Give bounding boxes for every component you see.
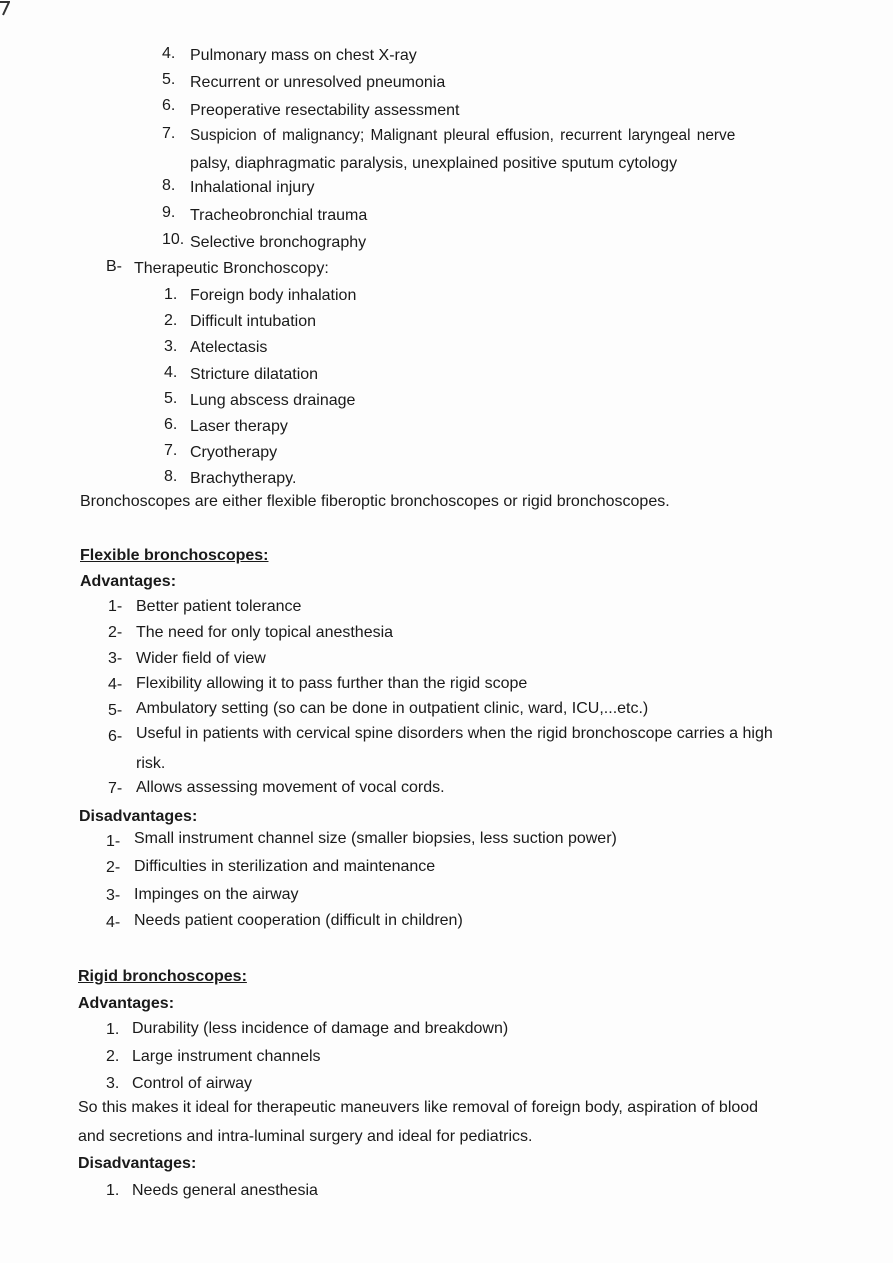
list-number: 7. <box>164 442 178 459</box>
list-item: Cryotherapy <box>190 444 278 461</box>
rigid-paragraph-line: and secretions and intra-luminal surgery and ideal for pediatrics. <box>78 1128 533 1145</box>
list-item: Foreign body inhalation <box>190 287 357 304</box>
list-item: Atelectasis <box>190 339 268 356</box>
list-item: Difficulties in sterilization and maintenance <box>134 858 436 875</box>
list-item-continuation: palsy, diaphragmatic paralysis, unexplained positive sputum cytology <box>190 155 678 172</box>
list-number: 2. <box>164 312 178 329</box>
list-number: 10. <box>162 231 185 248</box>
scan-corner-mark <box>0 0 10 16</box>
list-number: 1. <box>106 1182 120 1199</box>
list-item: Allows assessing movement of vocal cords. <box>136 779 445 796</box>
list-number: 4- <box>106 914 121 931</box>
rigid-disadvantages-label: Disadvantages: <box>78 1155 197 1172</box>
list-item: Lung abscess drainage <box>190 392 356 409</box>
list-item-continuation: risk. <box>136 755 166 772</box>
section-prefix: B- <box>106 258 122 275</box>
list-number: 7- <box>108 780 123 797</box>
list-item: Control of airway <box>132 1075 253 1092</box>
list-number: 4- <box>108 676 123 693</box>
list-number: 1. <box>106 1021 120 1038</box>
flexible-disadvantages-label: Disadvantages: <box>79 808 198 825</box>
list-item: Wider field of view <box>136 650 266 667</box>
list-item: Impinges on the airway <box>134 886 299 903</box>
list-number: 3- <box>108 650 123 667</box>
list-number: 9. <box>162 204 176 221</box>
list-item: Needs general anesthesia <box>132 1182 318 1199</box>
list-item: Better patient tolerance <box>136 598 302 615</box>
list-number: 2. <box>106 1048 120 1065</box>
flexible-advantages-label: Advantages: <box>80 573 177 590</box>
list-number: 6. <box>164 416 178 433</box>
list-item: Tracheobronchial trauma <box>190 207 368 224</box>
rigid-advantages-label: Advantages: <box>78 995 175 1012</box>
list-number: 4. <box>164 364 178 381</box>
list-item: Pulmonary mass on chest X-ray <box>190 47 417 64</box>
list-item: Brachytherapy. <box>190 470 297 487</box>
list-item: Needs patient cooperation (difficult in children) <box>134 912 463 929</box>
list-number: 1. <box>164 286 178 303</box>
list-item: Recurrent or unresolved pneumonia <box>190 74 446 91</box>
list-item: Difficult intubation <box>190 313 316 330</box>
list-item: Selective bronchography <box>190 234 367 251</box>
list-item: Stricture dilatation <box>190 366 319 383</box>
list-number: 2- <box>106 859 121 876</box>
list-item: Durability (less incidence of damage and breakdown) <box>132 1020 509 1037</box>
list-number: 2- <box>108 624 123 641</box>
rigid-title: Rigid bronchoscopes: <box>78 968 247 985</box>
list-number: 5- <box>108 702 123 719</box>
list-number: 1- <box>106 833 121 850</box>
list-item: Ambulatory setting (so can be done in outpatient clinic, ward, ICU,...etc.) <box>136 700 649 717</box>
list-item: The need for only topical anesthesia <box>136 624 394 641</box>
therapeutic-heading: Therapeutic Bronchoscopy: <box>134 260 329 277</box>
list-item: Laser therapy <box>190 418 288 435</box>
list-item: Small instrument channel size (smaller biopsies, less suction power) <box>134 830 617 847</box>
list-number: 6- <box>108 728 123 745</box>
list-item: Suspicion of malignancy; Malignant pleural effusion, recurrent laryngeal nerve <box>190 127 736 144</box>
list-number: 1- <box>108 598 123 615</box>
list-item: Preoperative resectability assessment <box>190 102 460 119</box>
rigid-paragraph-line: So this makes it ideal for therapeutic maneuvers like removal of foreign body, aspiration of blood <box>78 1099 759 1116</box>
flexible-title: Flexible bronchoscopes: <box>80 547 269 564</box>
list-number: 3. <box>106 1075 120 1092</box>
list-item: Large instrument channels <box>132 1048 321 1065</box>
list-number: 8. <box>164 468 178 485</box>
list-item: Inhalational injury <box>190 179 315 196</box>
list-number: 5. <box>162 71 176 88</box>
list-number: 3. <box>164 338 178 355</box>
list-number: 4. <box>162 45 176 62</box>
list-item: Flexibility allowing it to pass further than the rigid scope <box>136 675 528 692</box>
list-number: 7. <box>162 125 176 142</box>
intro-sentence: Bronchoscopes are either flexible fiberoptic bronchoscopes or rigid bronchoscopes. <box>80 493 670 510</box>
list-item: Useful in patients with cervical spine disorders when the rigid bronchoscope carries a high <box>136 725 773 742</box>
list-number: 8. <box>162 177 176 194</box>
list-number: 6. <box>162 97 176 114</box>
list-number: 3- <box>106 887 121 904</box>
list-number: 5. <box>164 390 178 407</box>
